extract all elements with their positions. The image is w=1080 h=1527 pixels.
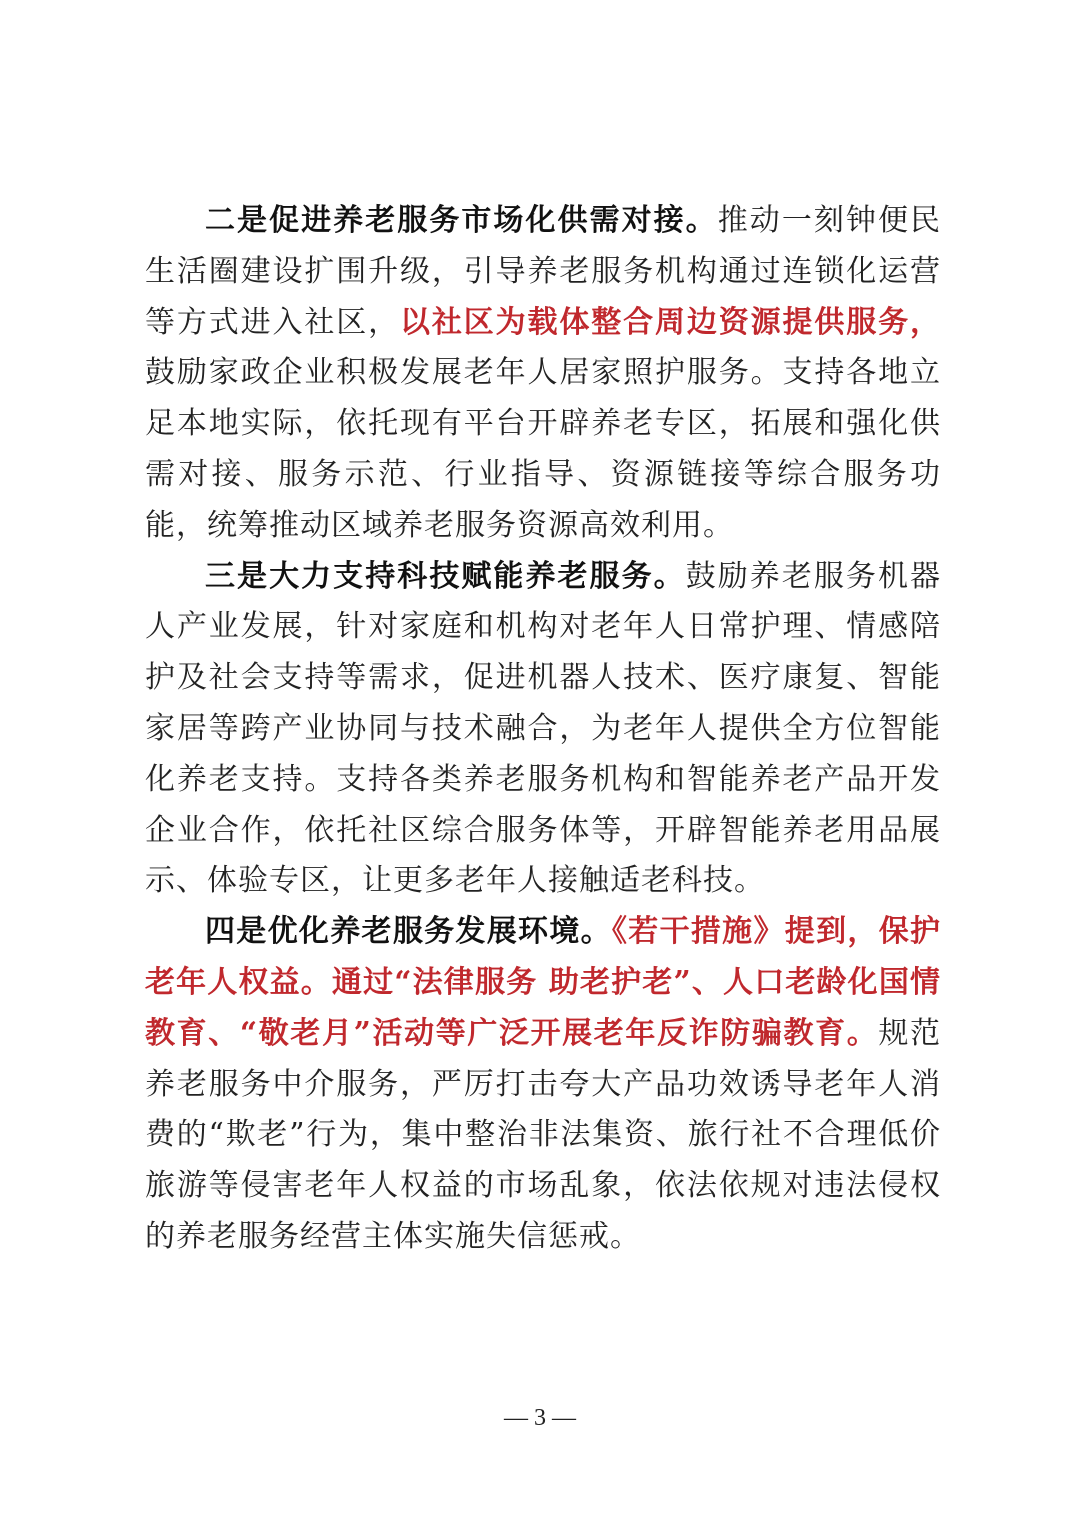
highlighted-text: 《若干措施》提到，保护老年人权益。通过“法律服务 助老护老”、人口老龄化国情教育、“敬老月”活动等广泛开展老年反诈防骗教育。 — [145, 914, 942, 1051]
highlighted-text: 以社区为载体整合周边资源提供服务， — [400, 304, 941, 340]
paragraph-text: 鼓励养老服务机器人产业发展，针对家庭和机构对老年人日常护理、情感陪护及社会支持等需求，促进机器人技术、医疗康复、智能家居等跨产业协同与技术融合，为老年人提供全方位智能化养老支持。支持各类养老服务机构和智能养老产品开发企业合作，依托社区综合服务体等，开辟智能养老用品展示、体验专区，让更多老年人接触适老科技。 — [145, 558, 942, 899]
paragraph-text: 推动一刻钟便民生活圈建设扩围升级，引导养老服务机构通过连锁化运营等方式进入社区， — [145, 203, 942, 340]
page-number: — 3 — — [504, 1405, 576, 1431]
paragraph-environment — [145, 907, 941, 1263]
paragraph-lead: 三是大力支持科技赋能养老服务。 — [205, 558, 686, 594]
paragraph-text: 鼓励家政企业积极发展老年人居家照护服务。支持各地立足本地实际，依托现有平台开辟养老专区，拓展和强化供需对接、服务示范、行业指导、资源链接等综合服务功能，统筹推动区域养老服务资源高效利用。 — [145, 355, 941, 543]
document-body — [145, 196, 941, 1263]
paragraph-text: 规范养老服务中介服务，严厉打击夸大产品功效诱导老年人消费的“欺老”行为，集中整治非法集资、旅行社不合理低价旅游等侵害老年人权益的市场乱象，依法依规对违法侵权的养老服务经营主体实施失信惩戒。 — [145, 1015, 942, 1254]
paragraph-lead: 二是促进养老服务市场化供需对接。 — [205, 203, 718, 238]
paragraph-lead: 四是优化养老服务发展环境。 — [205, 914, 612, 950]
paragraph-market-matching — [145, 196, 941, 552]
paragraph-tech-empowerment — [145, 552, 941, 908]
